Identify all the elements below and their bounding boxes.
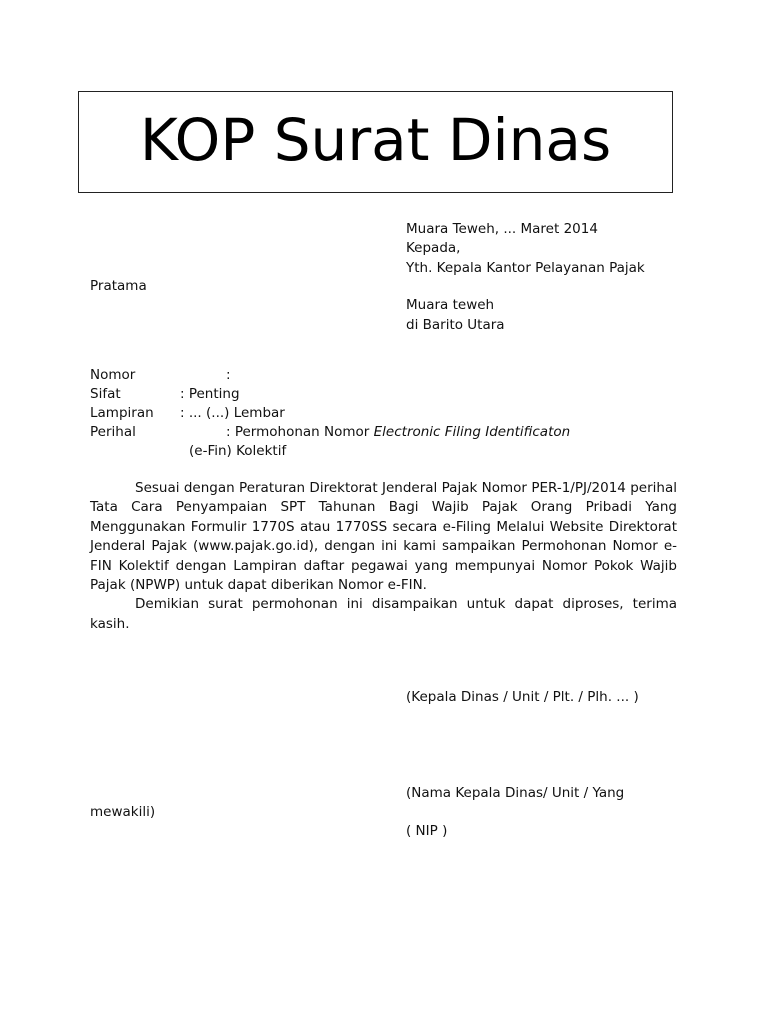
body-paragraph-2: Demikian surat permohonan ini disampaikan untuk dapat diproses, terima kasih. bbox=[90, 596, 677, 632]
recipient-region: di Barito Utara bbox=[406, 317, 505, 333]
perihal-label: Perihal bbox=[90, 424, 136, 440]
recipient-line-1: Yth. Kepala Kantor Pelayanan Pajak bbox=[406, 260, 645, 276]
signature-position: (Kepala Dinas / Unit / Plt. / Plh. ... ) bbox=[406, 689, 639, 705]
letterhead-box bbox=[78, 91, 673, 193]
signature-nip: ( NIP ) bbox=[406, 823, 448, 839]
perihal-value bbox=[226, 423, 570, 442]
perihal-prefix: : Permohonan Nomor bbox=[226, 424, 374, 440]
perihal-italic: Electronic Filing Identificaton bbox=[373, 424, 571, 440]
nomor-value: : bbox=[226, 367, 231, 383]
lampiran-label: Lampiran bbox=[90, 405, 154, 421]
signature-name-line-2: mewakili) bbox=[90, 804, 156, 820]
perihal-value-line-2: (e-Fin) Kolektif bbox=[189, 443, 287, 459]
recipient-line-2: Pratama bbox=[90, 278, 147, 294]
body-paragraph-1: Sesuai dengan Peraturan Direktorat Jenderal Pajak Nomor PER-1/PJ/2014 perihal Tata Cara Penyampaian SPT Tahunan Bagi Wajib Pajak Orang Pribadi Yang Menggunakan Formulir 1770S atau 1770SS secara e-Filing Melalui Website Direktorat Jenderal Pajak (www.pajak.go.id), dengan ini kami sampaikan Permohonan Nomor e-FIN Kolektif dengan Lampiran daftar pegawai yang mempunyai Nomor Pokok Wajib Pajak (NPWP) untuk dapat diberikan Nomor e-FIN. bbox=[90, 480, 677, 594]
sifat-value: : Penting bbox=[180, 386, 240, 402]
kepada-label: Kepada, bbox=[406, 240, 461, 256]
lampiran-value: : ... (...) Lembar bbox=[180, 405, 285, 421]
signature-name-line-1: (Nama Kepala Dinas/ Unit / Yang bbox=[406, 785, 625, 801]
nomor-label: Nomor bbox=[90, 367, 136, 383]
place-date: Muara Teweh, ... Maret 2014 bbox=[406, 221, 598, 237]
sifat-label: Sifat bbox=[90, 386, 121, 402]
letterhead-title: KOP Surat Dinas bbox=[139, 106, 612, 174]
recipient-city: Muara teweh bbox=[406, 297, 495, 313]
letter-body bbox=[90, 479, 677, 634]
